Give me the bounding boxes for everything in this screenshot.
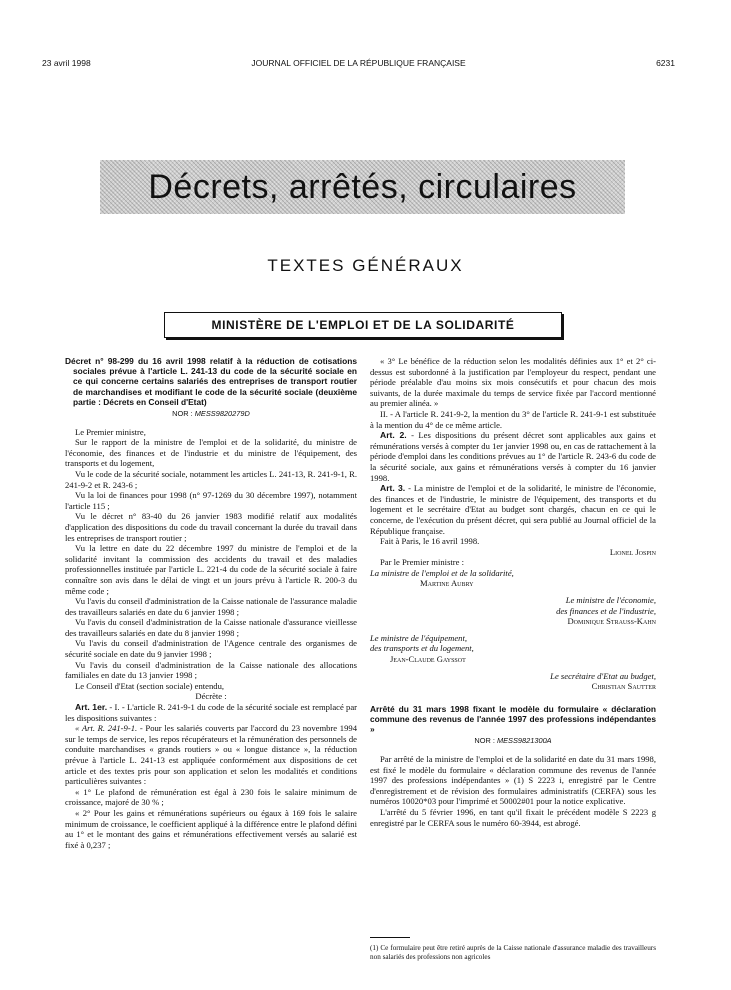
section-banner bbox=[100, 160, 625, 214]
article-1-quote: « Art. R. 241-9-1. - Pour les salariés couverts par l'accord du 23 novembre 1994 sur le temps de service, les repos récupérateurs et la rémunération des personnels de conduite marchandises « grands routiers » ou « longue distance », la réduction prévue à l'article L. 241-13 est appliquée conformément aux dispositions de cet article et des textes pris pour son application et selon les modalités et conditions particulières suivantes : bbox=[65, 723, 357, 787]
left-column bbox=[65, 356, 357, 850]
minister-3-name: Jean-Claude Gayssot bbox=[390, 654, 466, 665]
minister-3-title: Le ministre de l'équipement, bbox=[370, 632, 467, 643]
minister-1-title: La ministre de l'emploi et de la solidarité, bbox=[370, 567, 514, 578]
article-1-label: Art. 1er. bbox=[75, 702, 108, 713]
section-heading: TEXTES GÉNÉRAUX bbox=[267, 256, 464, 275]
minister-4-title: Le secrétaire d'Etat au budget, bbox=[550, 670, 656, 681]
par-premier-ministre: Par le Premier ministre : bbox=[380, 557, 465, 568]
minister-2-name: Dominique Strauss-Kahn bbox=[567, 616, 656, 627]
minister-2-title: Le ministre de l'économie, bbox=[565, 595, 656, 606]
decree-visa: Vu la lettre en date du 22 décembre 1997 du ministre de l'emploi et de la solidarité invitant la commission des accidents du travail et des maladies professionnelles instituée par l'article L. 221-4 du code de la sécurité sociale à faire connaître son avis dans le délai de vingt et un jours prévu à l'article R. 200-3 du même code ; bbox=[65, 543, 357, 596]
minister-1-name: Martine Aubry bbox=[420, 578, 474, 589]
minister-3-title: des transports et du logement, bbox=[370, 643, 474, 654]
banner-title: Décrets, arrêtés, circulaires bbox=[148, 167, 577, 206]
header-page-number: 6231 bbox=[656, 58, 675, 68]
arrete-paragraph-1: Par arrêté de la ministre de l'emploi et de la solidarité en date du 31 mars 1998, est fixé le modèle du formulaire « déclaration commune des revenus de l'année 1997 des professions indépendantes » (1) S 2223 i, enregistré par le Centre d'enregistrement et de révision des formulaires administratifs (CERFA) sous les numéros 10020*03 pour l'imprimé et 50002#01 pour la notice explicative. bbox=[370, 754, 656, 807]
right-column bbox=[370, 356, 656, 828]
article-1: Art. 1er. - I. - L'article R. 241-9-1 du code de la sécurité sociale est remplacé par les dispositions suivantes : bbox=[65, 702, 358, 723]
header-date: 23 avril 1998 bbox=[42, 58, 91, 68]
decree-visa: Vu l'avis du conseil d'administration de la Caisse nationale d'assurance vieillesse des travailleurs salariés en date du 8 janvier 1998 ; bbox=[65, 617, 357, 638]
header-journal-title: JOURNAL OFFICIEL DE LA RÉPUBLIQUE FRANÇAISE bbox=[251, 58, 466, 68]
footnote-text: (1) Ce formulaire peut être retiré auprès de la Caisse nationale d'assurance maladie des travailleurs non salariés des professions non agricoles bbox=[370, 944, 656, 961]
decree-visa: Vu la loi de finances pour 1998 (n° 97-1269 du 30 décembre 1997), notamment l'article 115 ; bbox=[65, 490, 357, 511]
footnote bbox=[370, 937, 656, 962]
article-1-point-2: « 2° Pour les gains et rémunérations supérieurs ou égaux à 169 fois le salaire minimum de croissance, le coefficient appliqué à la différence entre le plafond défini au 1° et le montant des gains et rémunérations effectivement versés au salarié est fixé à 0,237 ; bbox=[65, 807, 357, 850]
decree-visa: Vu le décret n° 83-40 du 26 janvier 1983 modifié relatif aux modalités d'application des dispositions du code du travail concernant la durée du travail dans les entreprises de transport routier ; bbox=[65, 511, 357, 543]
decree-visa: Vu le code de la sécurité sociale, notamment les articles L. 241-13, R. 241-9-1, R. 241-9-2 et R. 243-6 ; bbox=[65, 468, 357, 490]
decree-visa: Le Premier ministre, bbox=[75, 426, 146, 437]
signature-prime-minister: Lionel Jospin bbox=[609, 546, 656, 557]
arrete-title: Arrêté du 31 mars 1998 fixant le modèle du formulaire « déclaration commune des revenus de l'année 1997 des professions indépendantes » bbox=[370, 703, 656, 735]
article-1-point-1: « 1° Le plafond de rémunération est égal à 230 fois le salaire minimum de croissance, majoré de 30 % ; bbox=[65, 786, 357, 808]
minister-4-name: Christian Sautter bbox=[591, 681, 656, 692]
arrete-paragraph-2: L'arrêté du 5 février 1996, en tant qu'il fixait le précédent modèle S 2223 g enregistré par le CERFA sous le numéro 60-3944, est abrogé. bbox=[370, 806, 656, 828]
article-2-label: Art. 2. bbox=[380, 430, 407, 441]
ministry-box: MINISTÈRE DE L'EMPLOI ET DE LA SOLIDARITÉ bbox=[164, 312, 562, 338]
article-2: Art. 2. - Les dispositions du présent décret sont applicables aux gains et rémunérations versés à compter du 1er janvier 1998 ou, en cas de rattachement à la période d'emploi dans les conditions prévues au 1° de l'article R. 243-6 du code de la sécurité sociale, aux gains et rémunérations versés à compter du 16 janvier 1998. bbox=[370, 430, 656, 483]
decree-visa: Le Conseil d'Etat (section sociale) entendu, bbox=[75, 680, 225, 691]
decree-title: Décret n° 98-299 du 16 avril 1998 relatif à la réduction de cotisations sociales prévue à l'article L. 241-13 du code de la sécurité sociale en ce qui concerne certains salariés des entreprises de transport routier de marchandises et modifiant le code de la sécurité sociale (deuxième partie : Décrets en Conseil d'Etat) bbox=[65, 356, 358, 407]
article-3-label: Art. 3. bbox=[380, 483, 406, 494]
decree-decrete: Décrète : bbox=[195, 691, 227, 702]
decree-nor: NOR : MESS9820279D bbox=[172, 409, 250, 419]
article-3: Art. 3. - La ministre de l'emploi et de la solidarité, le ministre de l'économie, des finances et de l'industrie, le ministre de l'équipement, des transports et du logement et le secrétaire d'Etat au budget sont chargés, chacun en ce qui le concerne, de l'exécution du présent décret, qui sera publié au Journal officiel de la République française. bbox=[370, 483, 657, 536]
decree-visa: Vu l'avis du conseil d'administration de la Caisse nationale des allocations familiales en date du 13 janvier 1998 ; bbox=[65, 659, 357, 681]
minister-2-title: des finances et de l'industrie, bbox=[556, 605, 656, 616]
article-1-point-3: « 3° Le bénéfice de la réduction selon les modalités définies aux 1° et 2° ci-dessus est subordonné à la justification par l'employeur du respect, pendant une période préalable d'au moins six mois consécutifs et pour chacun des mois suivants, de la durée maximale du temps de service fixée par l'accord mentionné au premier alinéa. » bbox=[370, 356, 656, 409]
place-date: Fait à Paris, le 16 avril 1998. bbox=[380, 536, 480, 547]
decree-visa: Sur le rapport de la ministre de l'emploi et de la solidarité, du ministre de l'économie, des finances et de l'industrie et du ministre de l'équipement, des transports et du logement, bbox=[65, 437, 357, 469]
decree-visa: Vu l'avis du conseil d'administration de l'Agence centrale des organismes de sécurité sociale en date du 9 janvier 1998 ; bbox=[65, 638, 357, 660]
article-1-section-2: II. - A l'article R. 241-9-2, la mention du 3° de l'article R. 241-9-1 est substituée à la mention du 4° de ce même article. bbox=[370, 408, 656, 430]
arrete-nor: NOR : MESS9821300A bbox=[474, 736, 552, 746]
decree-visa: Vu l'avis du conseil d'administration de la Caisse nationale de l'assurance maladie des travailleurs salariés en date du 6 janvier 1998 ; bbox=[65, 596, 357, 617]
footnote-rule bbox=[370, 937, 410, 938]
